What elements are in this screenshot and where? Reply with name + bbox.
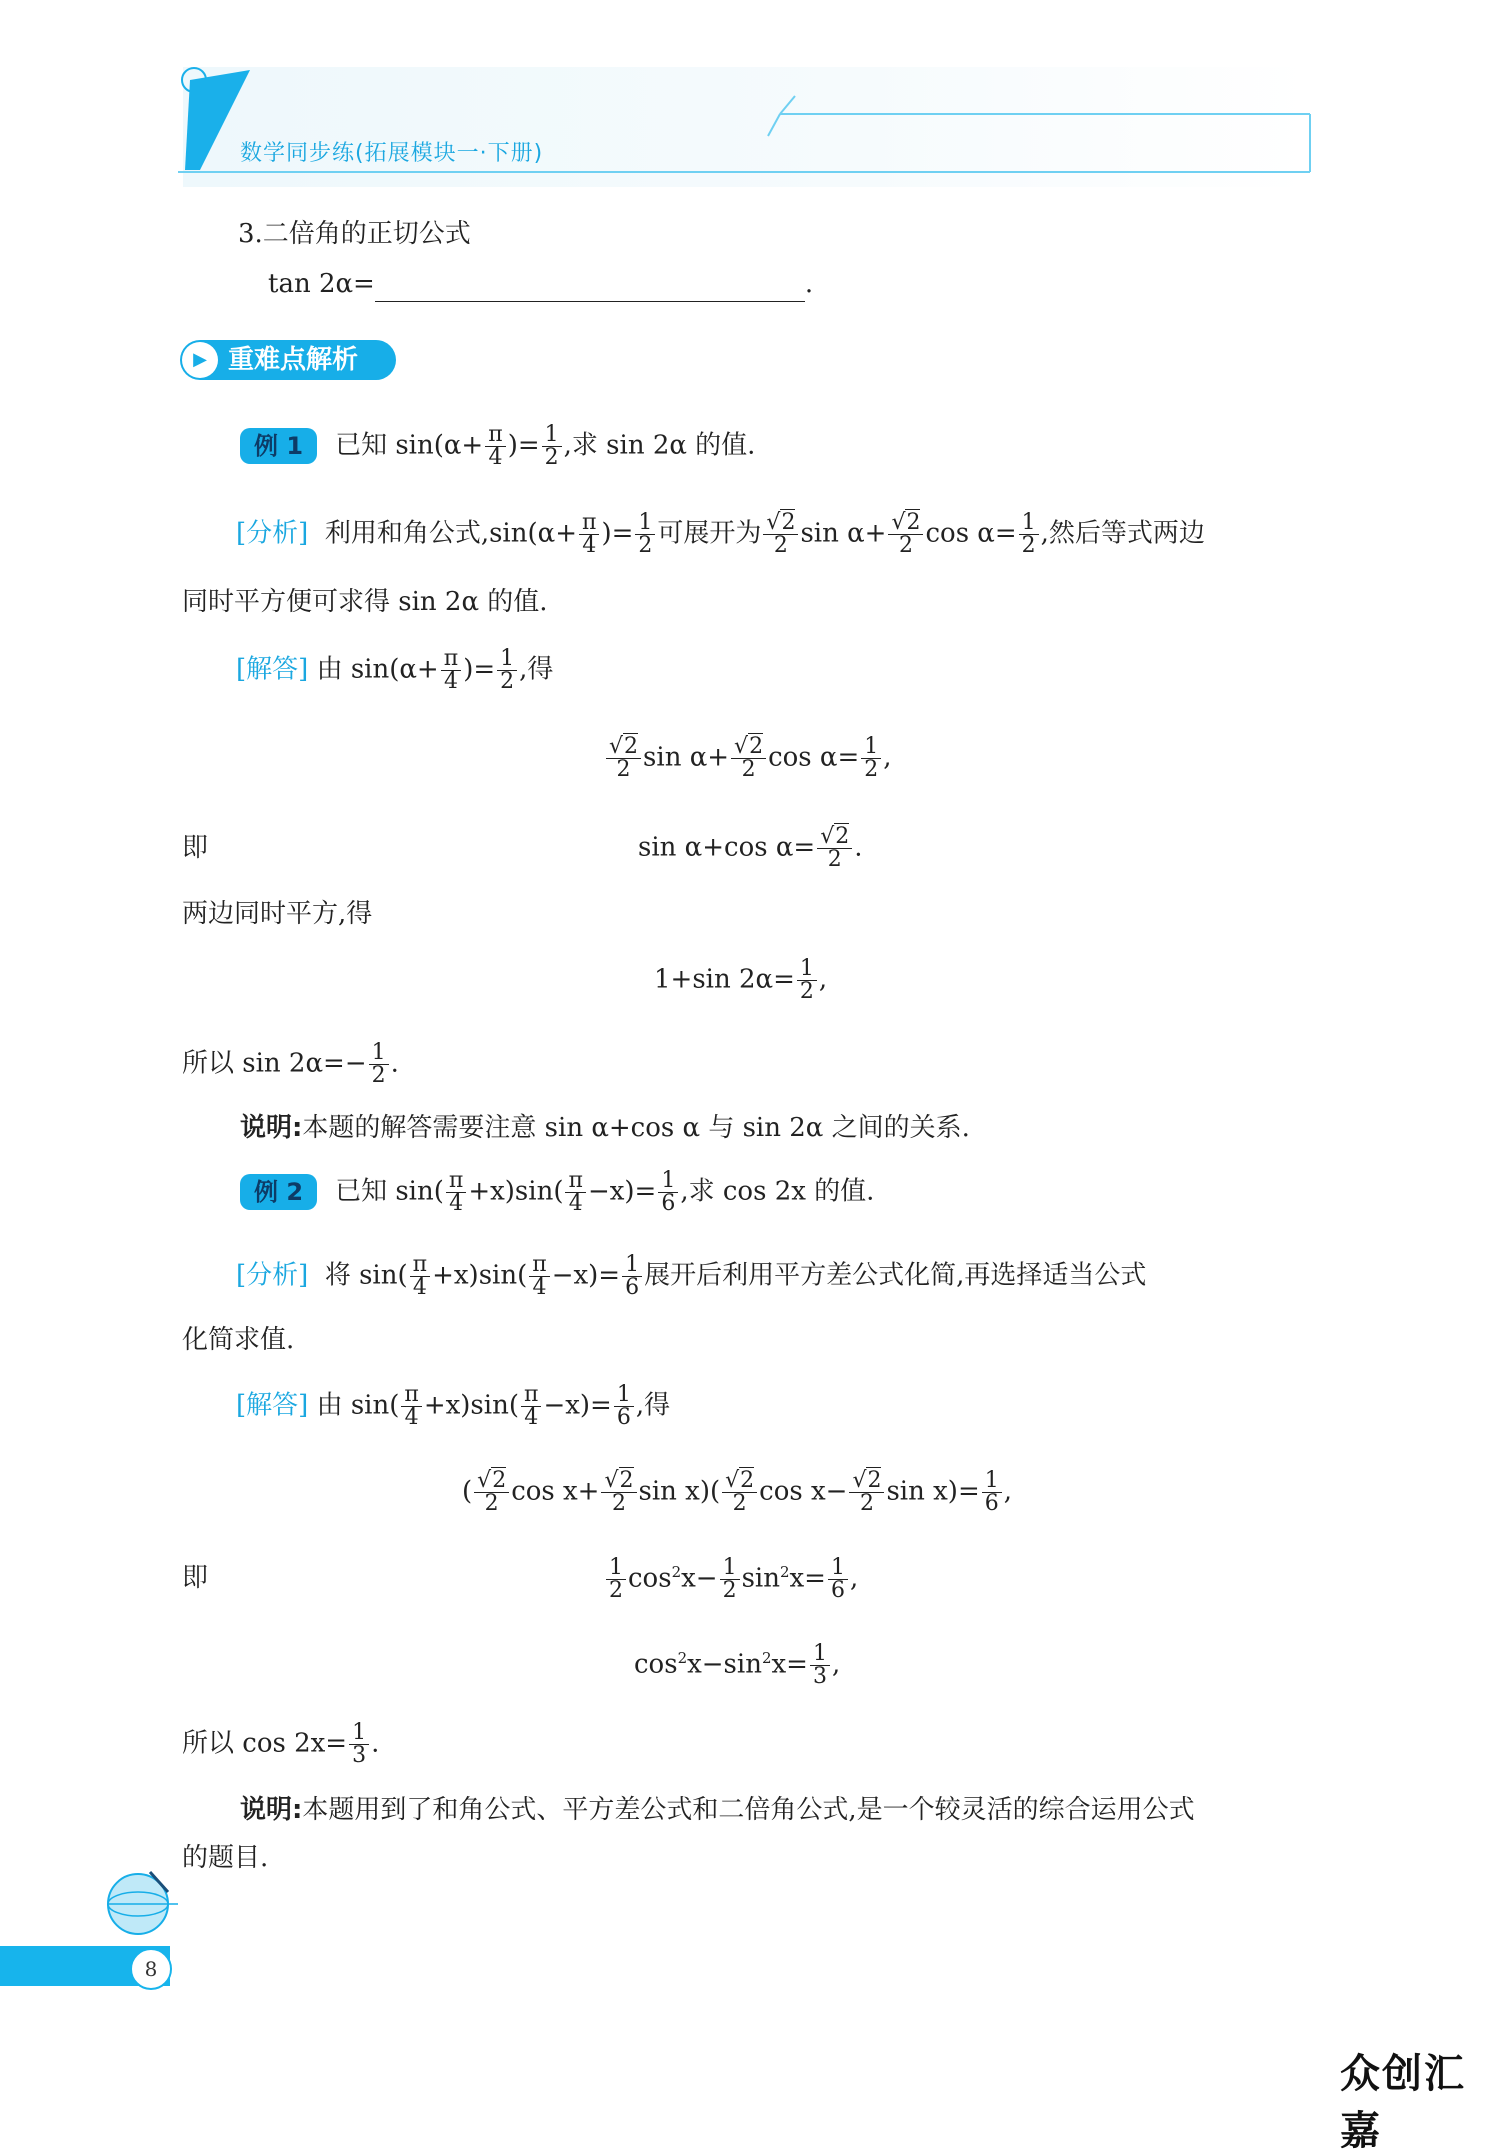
example1-ji: 即 [182, 833, 209, 863]
example1-solution: [解答] 由 sin(α+ $\frac{\pi}{4}$ )= $\frac{1}{2}$ ,得 [236, 646, 554, 694]
header-decoration [170, 60, 1320, 190]
example1-eq1: $\frac{√2}{2}$ sin α+ $\frac{√2}{2}$ cos α= $\frac{1}{2}$ , [604, 736, 892, 781]
item3-title: 3.二倍角的正切公式 [238, 219, 471, 249]
example2-badge: 例 2 [240, 1174, 317, 1210]
solution-label: [解答] [236, 1390, 309, 1421]
watermark-logo: 众创汇嘉 [1340, 2051, 1466, 2154]
example1-result: 所以 sin 2α=− $\frac{1}{2}$ . [182, 1040, 399, 1088]
item3-formula: tan 2α= . [268, 266, 813, 302]
example2-eq1: ( $\frac{√2}{2}$ cos x+ $\frac{√2}{2}$ sin x)( $\frac{√2}{2}$ cos x− $\frac{√2}{2}$ sin x)= $\frac{1}{6}$ , [462, 1468, 1012, 1516]
example1-analysis-line2: 同时平方便可求得 sin 2α 的值. [182, 587, 548, 617]
globe-decoration-icon [98, 1862, 188, 1942]
section-title: 重难点解析 [228, 345, 359, 375]
example2-eq3: $\cos^2x-\sin^2x=$ $\frac{1}{3}$ , [634, 1641, 841, 1690]
example2-ji: 即 [182, 1563, 209, 1593]
example1-question: 例 1 已知 sin(α+ $\frac{\pi}{4}$ )= $\frac{1}{2}$ ,求 sin 2α 的值. [240, 424, 755, 469]
example2-note: 说明:本题用到了和角公式、平方差公式和二倍角公式,是一个较灵活的综合运用公式 [240, 1795, 1195, 1825]
analysis-label: [分析] [236, 518, 309, 549]
answer-blank [375, 275, 805, 302]
example1-badge: 例 1 [240, 428, 317, 464]
example2-question: 例 2 已知 sin( $\frac{\pi}{4}$ +x)sin( $\frac{\pi}{4}$ −x)= $\frac{1}{6}$ ,求 cos 2x 的值. [240, 1170, 874, 1215]
example1-eq3: 1+sin 2α= $\frac{1}{2}$ , [654, 956, 828, 1004]
analysis-label: [分析] [236, 1260, 309, 1291]
example1-square-text: 两边同时平方,得 [182, 899, 373, 929]
solution-label: [解答] [236, 654, 309, 685]
note-label: 说明: [240, 1795, 303, 1825]
note-label: 说明: [240, 1113, 303, 1143]
book-title: 数学同步练(拓展模块一·下册) [240, 141, 544, 166]
example2-note-line2: 的题目. [182, 1843, 269, 1873]
example1-analysis: [分析] 利用和角公式,sin(α+ $\frac{\pi}{4}$ )= $\frac{1}{2}$ 可展开为 $\frac{√2}{2}$ sin α+ $\frac{√2}{2}$ cos α= $\frac{1}{2}$ ,然后等式两边 [236, 510, 1205, 558]
example2-solution: [解答] 由 sin( $\frac{\pi}{4}$ +x)sin( $\frac{\pi}{4}$ −x)= $\frac{1}{6}$ ,得 [236, 1382, 671, 1430]
example1-eq2: sin α+cos α= $\frac{√2}{2}$ . [638, 824, 863, 872]
example2-analysis: [分析] 将 sin( $\frac{\pi}{4}$ +x)sin( $\frac{\pi}{4}$ −x)= $\frac{1}{6}$ 展开后利用平方差公式化简,再选择适当公式 [236, 1252, 1147, 1300]
example2-eq2: $\frac{1}{2}$ $\cos^2x-$ $\frac{1}{2}$ $\sin^2x=$ $\frac{1}{6}$ , [604, 1554, 858, 1602]
example1-note: 说明:本题的解答需要注意 sin α+cos α 与 sin 2α 之间的关系. [240, 1113, 970, 1143]
page-number: 8 [130, 1948, 172, 1990]
section-heading [180, 340, 396, 380]
example2-analysis-line2: 化简求值. [182, 1325, 295, 1355]
play-triangle-icon: ▶ [182, 342, 218, 378]
example2-result: 所以 cos 2x= $\frac{1}{3}$ . [182, 1720, 380, 1768]
